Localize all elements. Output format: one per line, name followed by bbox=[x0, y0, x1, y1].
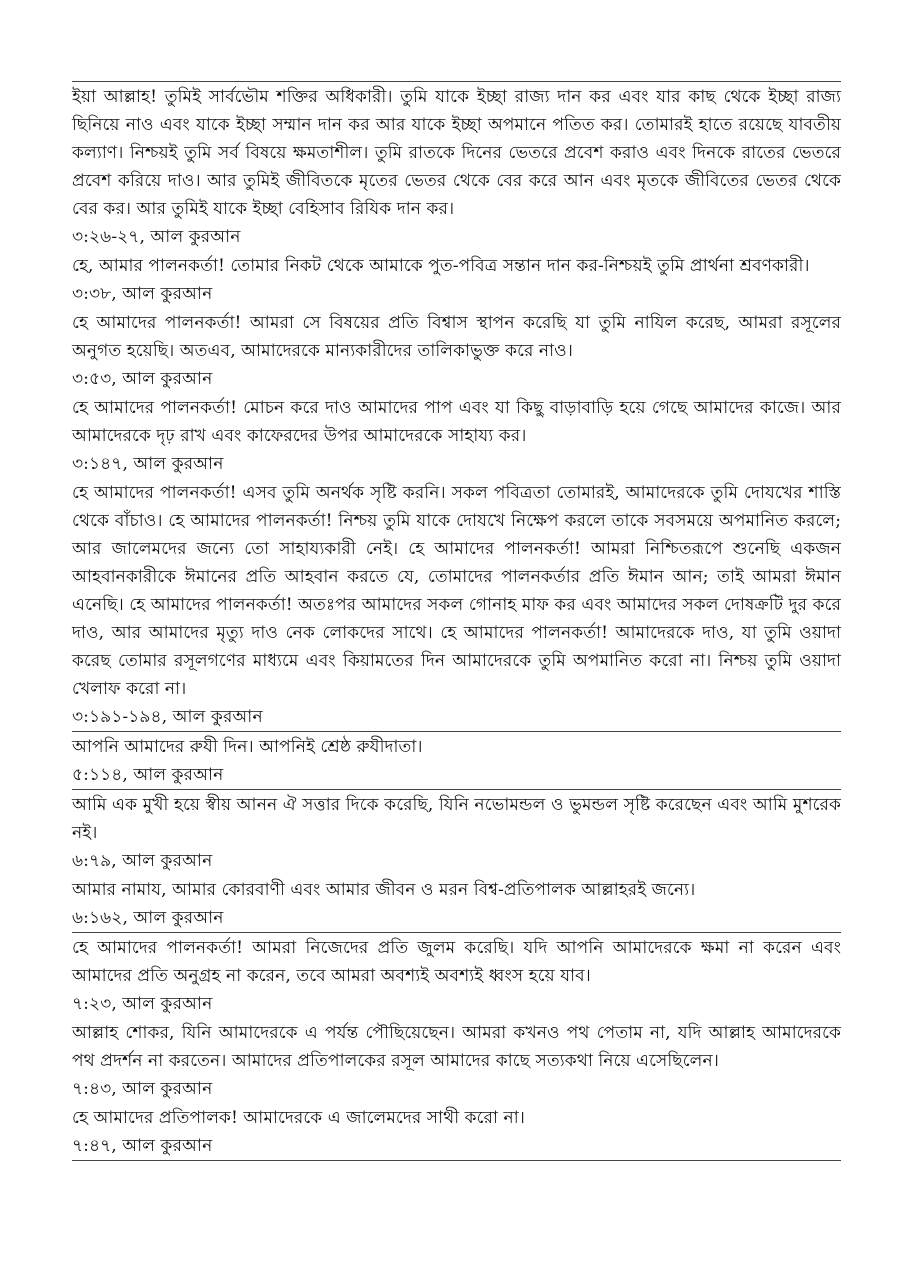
verse-text: হে আমাদের পালনকর্তা! এসব তুমি অনর্থক সৃষ্টি করনি। সকল পবিত্রতা তোমারই, আমাদেরকে তুমি দোযখের শাস্তি থেকে বাঁচাও। হে আমাদের পালনকর্তা! নিশ্চয় তুমি যাকে দোযখে নিক্ষেপ করলে তাকে সবসময়ে অপমানিত করলে; আর জালেমদের জন্যে তো সাহায্যকারী নেই। হে আমাদের পালনকর্তা! আমরা নিশ্চিতরূপে শুনেছি একজন আহবানকারীকে ঈমানের প্রতি আহবান করতে যে, তোমাদের পালনকর্তার প্রতি ঈমান আন; তাই আমরা ঈমান এনেছি। হে আমাদের পালনকর্তা! অতঃপর আমাদের সকল গোনাহ মাফ কর এবং আমাদের সকল দোষক্রটি দুর করে দাও, আর আমাদের মৃত্যু দাও নেক লোকদের সাথে। হে আমাদের পালনকর্তা! আমাদেরকে দাও, যা তুমি ওয়াদা করেছ তোমার রসূলগণের মাধ্যমে এবং কিয়ামতের দিন আমাদেরকে তুমি অপমানিত করো না। নিশ্চয় তুমি ওয়াদা খেলাফ করো না। bbox=[72, 483, 841, 699]
verse-reference: ৫:১১৪, আল কুরআন bbox=[72, 765, 224, 785]
verse-group-3 bbox=[72, 789, 841, 932]
verse-entry bbox=[72, 1018, 841, 1103]
verse-entry bbox=[72, 308, 841, 393]
verse-entry bbox=[72, 478, 841, 731]
verse-entry bbox=[72, 393, 841, 478]
verse-entry bbox=[72, 933, 841, 1018]
verse-text: হে, আমার পালনকর্তা! তোমার নিকট থেকে আমাকে পুত-পবিত্র সন্তান দান কর-নিশ্চয়ই তুমি প্রার্থনা শ্রবণকারী। bbox=[72, 256, 810, 276]
verse-reference: ৩:১৯১-১৯৪, আল কুরআন bbox=[72, 707, 263, 727]
verse-group-2 bbox=[72, 731, 841, 789]
verse-text: হে আমাদের পালনকর্তা! আমরা নিজেদের প্রতি জুলম করেছি। যদি আপনি আমাদেরকে ক্ষমা না করেন এবং আমাদের প্রতি অনুগ্রহ না করেন, তবে আমরা অবশ্যই অবশ্যই ধ্বংস হয়ে যাব। bbox=[72, 938, 841, 986]
verse-text: আপনি আমাদের রুযী দিন। আপনিই শ্রেষ্ঠ রুযীদাতা। bbox=[72, 737, 423, 757]
verse-text: হে আমাদের পালনকর্তা! মোচন করে দাও আমাদের পাপ এবং যা কিছু বাড়াবাড়ি হয়ে গেছে আমাদের কাজে। আর আমাদেরকে দৃঢ় রাখ এবং কাফেরদের উপর আমাদেরকে সাহায্য কর। bbox=[72, 398, 841, 446]
verse-entry bbox=[72, 251, 841, 308]
verse-entry bbox=[72, 732, 841, 789]
verse-entry bbox=[72, 1103, 841, 1160]
verse-text: আল্লাহ শোকর, যিনি আমাদেরকে এ পর্যন্ত পৌছিয়েছেন। আমরা কখনও পথ পেতাম না, যদি আল্লাহ আমাদেরকে পথ প্রদর্শন না করতেন। আমাদের প্রতিপালকের রসূল আমাদের কাছে সত্যকথা নিয়ে এসেছিলেন। bbox=[72, 1023, 841, 1071]
verse-reference: ৩:২৬-২৭, আল কুরআন bbox=[72, 227, 241, 247]
document-page bbox=[72, 81, 841, 1161]
verse-entry bbox=[72, 875, 841, 932]
verse-text: হে আমাদের পালনকর্তা! আমরা সে বিষয়ের প্রতি বিশ্বাস স্থাপন করেছি যা তুমি নাযিল করেছ, আমরা রসূলের অনুগত হয়েছি। অতএব, আমাদেরকে মান্যকারীদের তালিকাভুক্ত করে নাও। bbox=[72, 313, 841, 361]
verse-reference: ৭:২৩, আল কুরআন bbox=[72, 994, 213, 1014]
verse-reference: ৩:৫৩, আল কুরআন bbox=[72, 369, 213, 389]
verse-reference: ৩:৩৮, আল কুরআন bbox=[72, 284, 213, 304]
verse-text: ইয়া আল্লাহ! তুমিই সার্বভৌম শক্তির অধিকারী। তুমি যাকে ইচ্ছা রাজ্য দান কর এবং যার কাছ থেকে ইচ্ছা রাজ্য ছিনিয়ে নাও এবং যাকে ইচ্ছা সম্মান দান কর আর যাকে ইচ্ছা অপমানে পতিত কর। তোমারই হাতে রয়েছে যাবতীয় কল্যাণ। নিশ্চয়ই তুমি সর্ব বিষয়ে ক্ষমতাশীল। তুমি রাতকে দিনের ভেতরে প্রবেশ করাও এবং দিনকে রাতের ভেতরে প্রবেশ করিয়ে দাও। আর তুমিই জীবিতকে মৃতের ভেতর থেকে বের করে আন এবং মৃতকে জীবিতের ভেতর থেকে বের কর। আর তুমিই যাকে ইচ্ছা বেহিসাব রিযিক দান কর। bbox=[72, 87, 841, 219]
verse-text: হে আমাদের প্রতিপালক! আমাদেরকে এ জালেমদের সাথী করো না। bbox=[72, 1108, 525, 1128]
verse-entry bbox=[72, 82, 841, 251]
verse-reference: ৭:৪৭, আল কুরআন bbox=[72, 1136, 213, 1156]
verse-reference: ৩:১৪৭, আল কুরআন bbox=[72, 454, 224, 474]
verse-reference: ৭:৪৩, আল কুরআন bbox=[72, 1079, 213, 1099]
verse-reference: ৬:৭৯, আল কুরআন bbox=[72, 851, 213, 871]
verse-entry bbox=[72, 790, 841, 875]
verse-text: আমি এক মুখী হয়ে স্বীয় আনন ঐ সত্তার দিকে করেছি, যিনি নভোমন্ডল ও ভুমন্ডল সৃষ্টি করেছেন এবং আমি মুশরেক নই। bbox=[72, 795, 841, 843]
verse-reference: ৬:১৬২, আল কুরআন bbox=[72, 908, 224, 928]
verse-group-4 bbox=[72, 932, 841, 1161]
verse-text: আমার নামায, আমার কোরবাণী এবং আমার জীবন ও মরন বিশ্ব-প্রতিপালক আল্লাহরই জন্যে। bbox=[72, 880, 696, 900]
verse-group-1 bbox=[72, 81, 841, 731]
